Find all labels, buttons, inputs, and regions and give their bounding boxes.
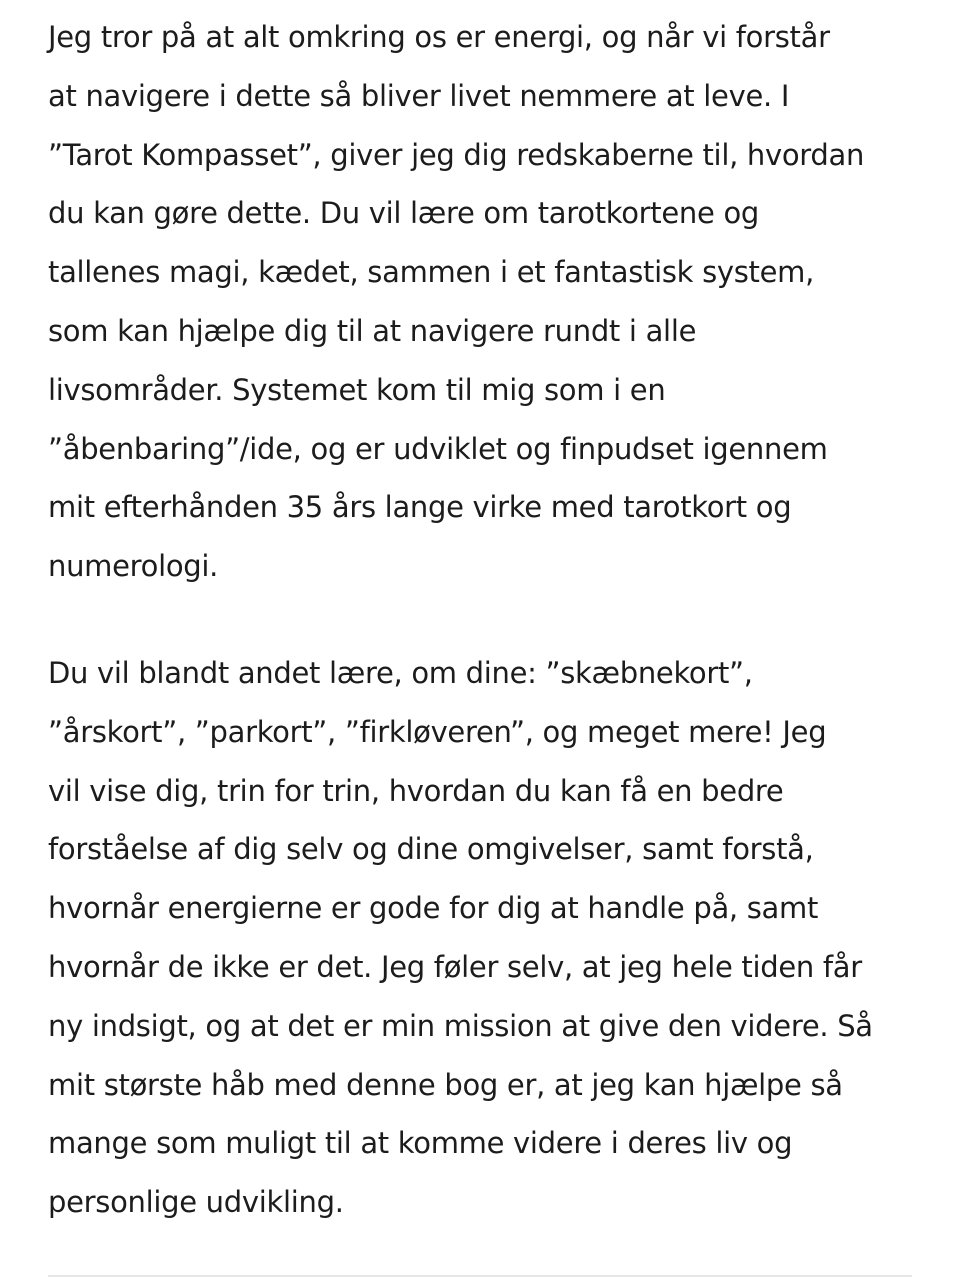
text-line: personlige udvikling. bbox=[48, 1185, 344, 1220]
text-line: mit efterhånden 35 års lange virke med tarotkort og bbox=[48, 490, 792, 525]
text-line: ”åbenbaring”/ide, og er udviklet og finpudset igennem bbox=[48, 431, 828, 466]
text-line: mit største håb med denne bog er, at jeg kan hjælpe så bbox=[48, 1067, 843, 1102]
text-line: du kan gøre dette. Du vil lære om tarotkortene og bbox=[48, 196, 760, 231]
article-body bbox=[48, 8, 918, 1232]
text-line: som kan hjælpe dig til at navigere rundt i alle bbox=[48, 313, 697, 348]
text-line: hvornår energierne er gode for dig at handle på, samt bbox=[48, 891, 819, 926]
text-line: Du vil blandt andet lære, om dine: ”skæbnekort”, bbox=[48, 655, 753, 690]
text-line: mange som muligt til at komme videre i deres liv og bbox=[48, 1126, 793, 1161]
paragraph-spacer bbox=[48, 596, 918, 644]
text-line: forståelse af dig selv og dine omgivelser, samt forstå, bbox=[48, 832, 814, 867]
text-line: vil vise dig, trin for trin, hvordan du kan få en bedre bbox=[48, 773, 784, 808]
text-line: hvornår de ikke er det. Jeg føler selv, at jeg hele tiden får bbox=[48, 949, 862, 984]
text-line: ”Tarot Kompasset”, giver jeg dig redskaberne til, hvordan bbox=[48, 137, 865, 172]
paragraph-2 bbox=[48, 644, 918, 1232]
text-line: livsområder. Systemet kom til mig som i en bbox=[48, 372, 666, 407]
paragraph-1 bbox=[48, 8, 918, 596]
text-line: at navigere i dette så bliver livet nemmere at leve. I bbox=[48, 78, 790, 113]
text-line: ”årskort”, ”parkort”, ”firkløveren”, og meget mere! Jeg bbox=[48, 714, 827, 749]
text-line: ny indsigt, og at det er min mission at give den videre. Så bbox=[48, 1008, 873, 1043]
text-line: numerologi. bbox=[48, 549, 219, 584]
text-line: tallenes magi, kædet, sammen i et fantastisk system, bbox=[48, 255, 815, 290]
text-line: Jeg tror på at alt omkring os er energi, og når vi forstår bbox=[48, 20, 830, 54]
